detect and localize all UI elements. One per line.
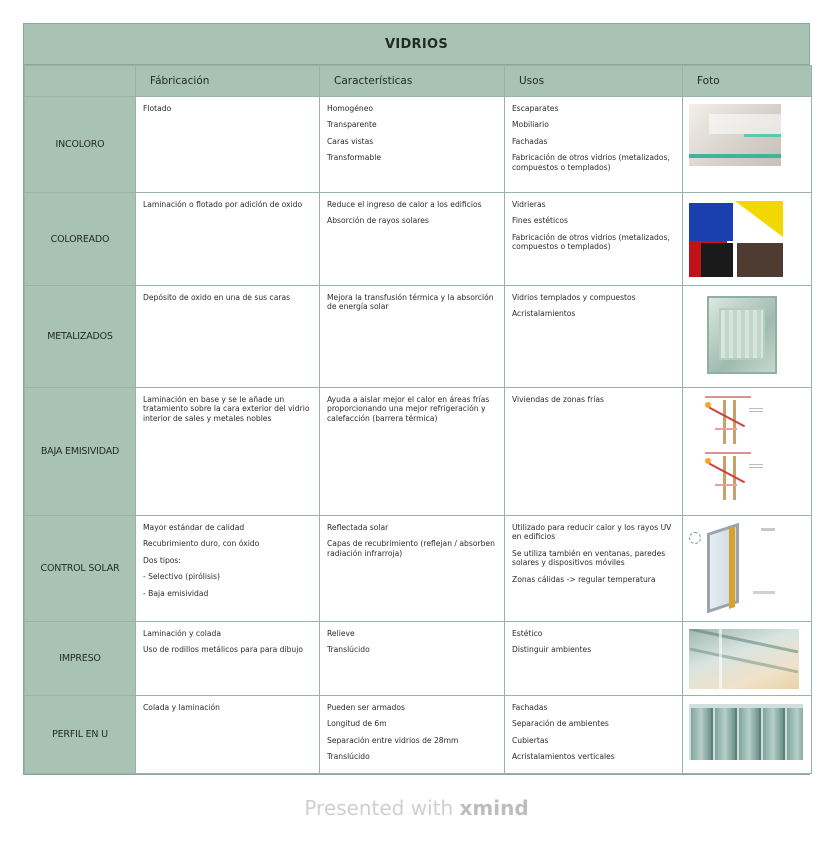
cell-line: Distinguir ambientes xyxy=(512,645,592,655)
row-label-control-solar: CONTROL SOLAR xyxy=(25,516,136,622)
photo-impreso-glass xyxy=(689,629,799,689)
table-row xyxy=(25,97,812,193)
cell-line: Transparente xyxy=(327,120,377,130)
header-row xyxy=(25,66,812,97)
cell-foto xyxy=(683,388,812,516)
cell-line: Laminación o flotado por adición de oxido xyxy=(143,200,303,209)
cell-line: Absorción de rayos solares xyxy=(327,216,429,226)
header-empty-cell xyxy=(25,66,136,97)
cell-line: Capas de recubrimiento (reflejan / absorben radiación infrarroja) xyxy=(327,539,495,558)
cell-line: Fines estéticos xyxy=(512,216,568,226)
cell-fabricacion xyxy=(136,286,320,388)
cell-foto xyxy=(683,286,812,388)
cell-fabricacion xyxy=(136,388,320,516)
cell-line: Relieve xyxy=(327,629,355,638)
cell-line: Viviendas de zonas frías xyxy=(512,395,604,404)
cell-line: Vidrios templados y compuestos xyxy=(512,293,636,302)
row-label-impreso: IMPRESO xyxy=(25,622,136,696)
cell-line: Fachadas xyxy=(512,703,548,712)
header-foto: Foto xyxy=(683,66,812,97)
cell-line: Mayor estándar de calidad xyxy=(143,523,245,532)
cell-line: Dos tipos: xyxy=(143,555,181,565)
photo-coloreado-squares xyxy=(689,201,783,279)
cell-line: - Selectivo (pirólisis) xyxy=(143,572,220,582)
header-caracteristicas: Características xyxy=(320,66,505,97)
table-title: VIDRIOS xyxy=(24,24,809,65)
cell-line: Separación de ambientes xyxy=(512,719,609,729)
cell-line: Ayuda a aislar mejor el calor en áreas frías proporcionando una mejor refrigeración y calefacción (barrera térmica) xyxy=(327,395,490,423)
cell-line: Reduce el ingreso de calor a los edificios xyxy=(327,200,482,209)
cell-line: Translúcido xyxy=(327,645,370,655)
table-row xyxy=(25,622,812,696)
cell-line: Caras vistas xyxy=(327,136,374,146)
cell-line: Recubrimiento duro, con óxido xyxy=(143,539,260,549)
cell-caracteristicas xyxy=(320,97,505,193)
table-row xyxy=(25,286,812,388)
cell-line: Uso de rodillos metálicos para para dibujo xyxy=(143,645,304,655)
cell-line: - Baja emisividad xyxy=(143,588,209,598)
cell-caracteristicas xyxy=(320,286,505,388)
cell-line: Fachadas xyxy=(512,136,548,146)
cell-line: Fabricación de otros vidrios (metalizados, compuestos o templados) xyxy=(512,232,670,252)
cell-line: Reflectada solar xyxy=(327,523,389,532)
table-row xyxy=(25,388,812,516)
cell-fabricacion xyxy=(136,516,320,622)
cell-line: Vidrieras xyxy=(512,200,546,209)
vidrios-table xyxy=(24,65,812,774)
header-fabricacion: Fábricación xyxy=(136,66,320,97)
cell-line: Se utiliza también en ventanas, paredes solares y dispositivos móviles xyxy=(512,548,666,568)
cell-usos xyxy=(505,97,683,193)
cell-line: Escaparates xyxy=(512,104,559,113)
cell-line: Acristalamientos verticales xyxy=(512,752,615,762)
cell-foto xyxy=(683,696,812,774)
footer-prefix: Presented with xyxy=(304,796,460,820)
cell-foto xyxy=(683,622,812,696)
row-label-coloreado: COLOREADO xyxy=(25,193,136,286)
cell-line: Laminación y colada xyxy=(143,629,221,638)
cell-caracteristicas xyxy=(320,622,505,696)
cell-caracteristicas xyxy=(320,516,505,622)
row-label-perfil-en-u: PERFIL EN U xyxy=(25,696,136,774)
cell-caracteristicas xyxy=(320,193,505,286)
photo-incoloro-glass xyxy=(689,104,781,166)
photo-perfil-en-u-glass xyxy=(689,704,803,760)
cell-line: Longitud de 6m xyxy=(327,719,387,729)
cell-line: Flotado xyxy=(143,104,172,113)
cell-line: Mejora la transfusión térmica y la absorción de energía solar xyxy=(327,293,494,312)
cell-fabricacion xyxy=(136,193,320,286)
cell-line: Laminación en base y se le añade un tratamiento sobre la cara exterior del vidrio interior de sales y metales nobles xyxy=(143,395,310,423)
cell-line: Colada y laminación xyxy=(143,703,220,712)
cell-caracteristicas xyxy=(320,388,505,516)
xmind-logo-text: xmind xyxy=(459,796,529,820)
cell-usos xyxy=(505,388,683,516)
table-row xyxy=(25,696,812,774)
presented-with-footer xyxy=(0,796,833,820)
cell-line: Transformable xyxy=(327,153,382,163)
cell-line: Separación entre vidrios de 28mm xyxy=(327,735,459,745)
cell-caracteristicas xyxy=(320,696,505,774)
photo-metalizados-glass-block xyxy=(707,296,777,374)
cell-line: Pueden ser armados xyxy=(327,703,405,712)
cell-line: Fabricación de otros vidrios (metalizados, compuestos o templados) xyxy=(512,153,670,172)
row-label-incoloro: INCOLORO xyxy=(25,97,136,193)
cell-usos xyxy=(505,516,683,622)
cell-line: Depósito de oxido en una de sus caras xyxy=(143,293,291,302)
cell-line: Translúcido xyxy=(327,752,370,762)
cell-line: Utilizado para reducir calor y los rayos UV en edificios xyxy=(512,523,672,542)
cell-usos xyxy=(505,286,683,388)
cell-line: Estético xyxy=(512,629,543,638)
cell-line: Acristalamientos xyxy=(512,309,576,319)
row-label-metalizados: METALIZADOS xyxy=(25,286,136,388)
table-row xyxy=(25,193,812,286)
photo-control-solar-window xyxy=(689,522,781,614)
photo-baja-emisividad-diagram xyxy=(695,394,765,504)
row-label-baja-emisividad: BAJA EMISIVIDAD xyxy=(25,388,136,516)
cell-fabricacion xyxy=(136,696,320,774)
cell-line: Mobiliario xyxy=(512,120,549,130)
cell-line: Cubiertas xyxy=(512,735,549,745)
cell-line: Zonas cálidas -> regular temperatura xyxy=(512,574,656,584)
cell-usos xyxy=(505,622,683,696)
cell-foto xyxy=(683,193,812,286)
cell-foto xyxy=(683,97,812,193)
vidrios-table-sheet xyxy=(23,23,810,775)
header-usos: Usos xyxy=(505,66,683,97)
cell-usos xyxy=(505,193,683,286)
cell-usos xyxy=(505,696,683,774)
table-row xyxy=(25,516,812,622)
cell-fabricacion xyxy=(136,97,320,193)
cell-line: Homogéneo xyxy=(327,104,374,113)
cell-foto xyxy=(683,516,812,622)
cell-fabricacion xyxy=(136,622,320,696)
